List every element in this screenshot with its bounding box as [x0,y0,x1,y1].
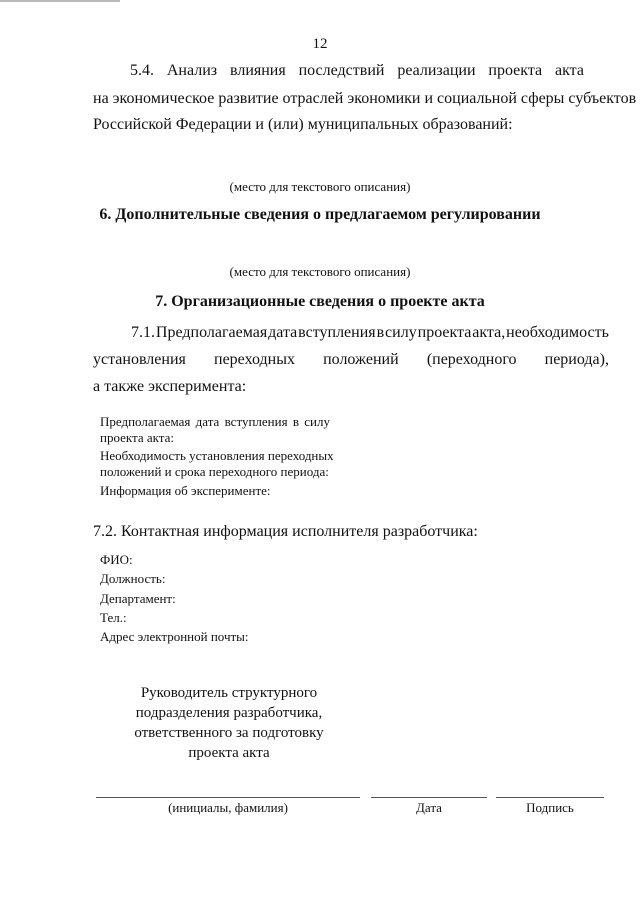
word: положений [323,351,399,368]
s72-title: 7.2. Контактная информация исполнителя разработчика: [93,523,478,540]
caption-signature: Подпись [526,800,574,815]
table71-row1-line1 [100,414,330,430]
page-number: 12 [312,36,328,52]
word: дата [268,324,298,341]
word: последствий [298,62,385,79]
field-department-label: Департамент: [100,591,176,606]
top-edge-mark [0,0,120,2]
word: переходных [214,351,295,368]
name-signature-line [96,797,360,798]
caption-date: Дата [416,800,442,815]
table71-row2-line2: положений и срока переходного периода: [100,464,329,479]
word: в [292,414,299,429]
field-email-label: Адрес электронной почты: [100,629,249,644]
signature-title [116,683,342,763]
word: в [376,324,385,341]
word: Предполагаемая [155,324,268,341]
word: 7.1. [131,324,155,341]
word: дата [195,414,220,429]
s71-line1 [131,324,609,342]
table71-row1-line2: проекта акта: [100,430,175,445]
s54-line2: на экономическое развитие отраслей экономики и социальной сферы субъектов [93,90,637,107]
word: влияния [229,62,286,79]
word: проекта [417,324,472,341]
signature-line: проекта акта [188,745,270,761]
signature-line: Руководитель структурного [140,685,318,701]
word: Анализ [166,62,218,79]
word: акта [555,62,584,79]
word: вступления [298,324,376,341]
word: необходимость [506,324,609,341]
word: проекта [488,62,543,79]
signature-line: ответственного за подготовку [134,725,324,741]
word: силу [385,324,417,341]
text-placeholder-2: (место для текстового описания) [229,264,411,279]
word: установления [93,351,186,368]
s71-line3: а также эксперимента: [93,378,247,395]
word: (переходного [426,351,517,368]
word: акта, [472,324,506,341]
sign-signature-line [496,797,604,798]
field-phone-label: Тел.: [100,610,127,625]
signature-line: подразделения разработчика, [135,705,323,721]
field-position-label: Должность: [100,571,166,586]
field-fio-label: ФИО: [100,552,133,567]
heading-section-7: 7. Организационные сведения о проекте акта [155,293,485,310]
word: вступления [224,414,288,429]
date-signature-line [371,797,487,798]
word: Предполагаемая [100,414,191,429]
text-placeholder-1: (место для текстового описания) [229,179,411,194]
caption-initials-surname: (инициалы, фамилия) [168,800,288,815]
table71-row2-line1: Необходимость установления переходных [100,448,334,463]
table71-row3: Информация об эксперименте: [100,483,271,498]
heading-section-6: 6. Дополнительные сведения о предлагаемом регулировании [99,206,541,223]
word: силу [304,414,330,429]
s54-line3: Российской Федерации и (или) муниципальных образований: [93,116,513,133]
word: 5.4. [130,62,154,79]
word: периода), [544,351,609,368]
s71-line2 [93,351,609,369]
word: реализации [397,62,476,79]
s54-line1 [130,62,584,80]
